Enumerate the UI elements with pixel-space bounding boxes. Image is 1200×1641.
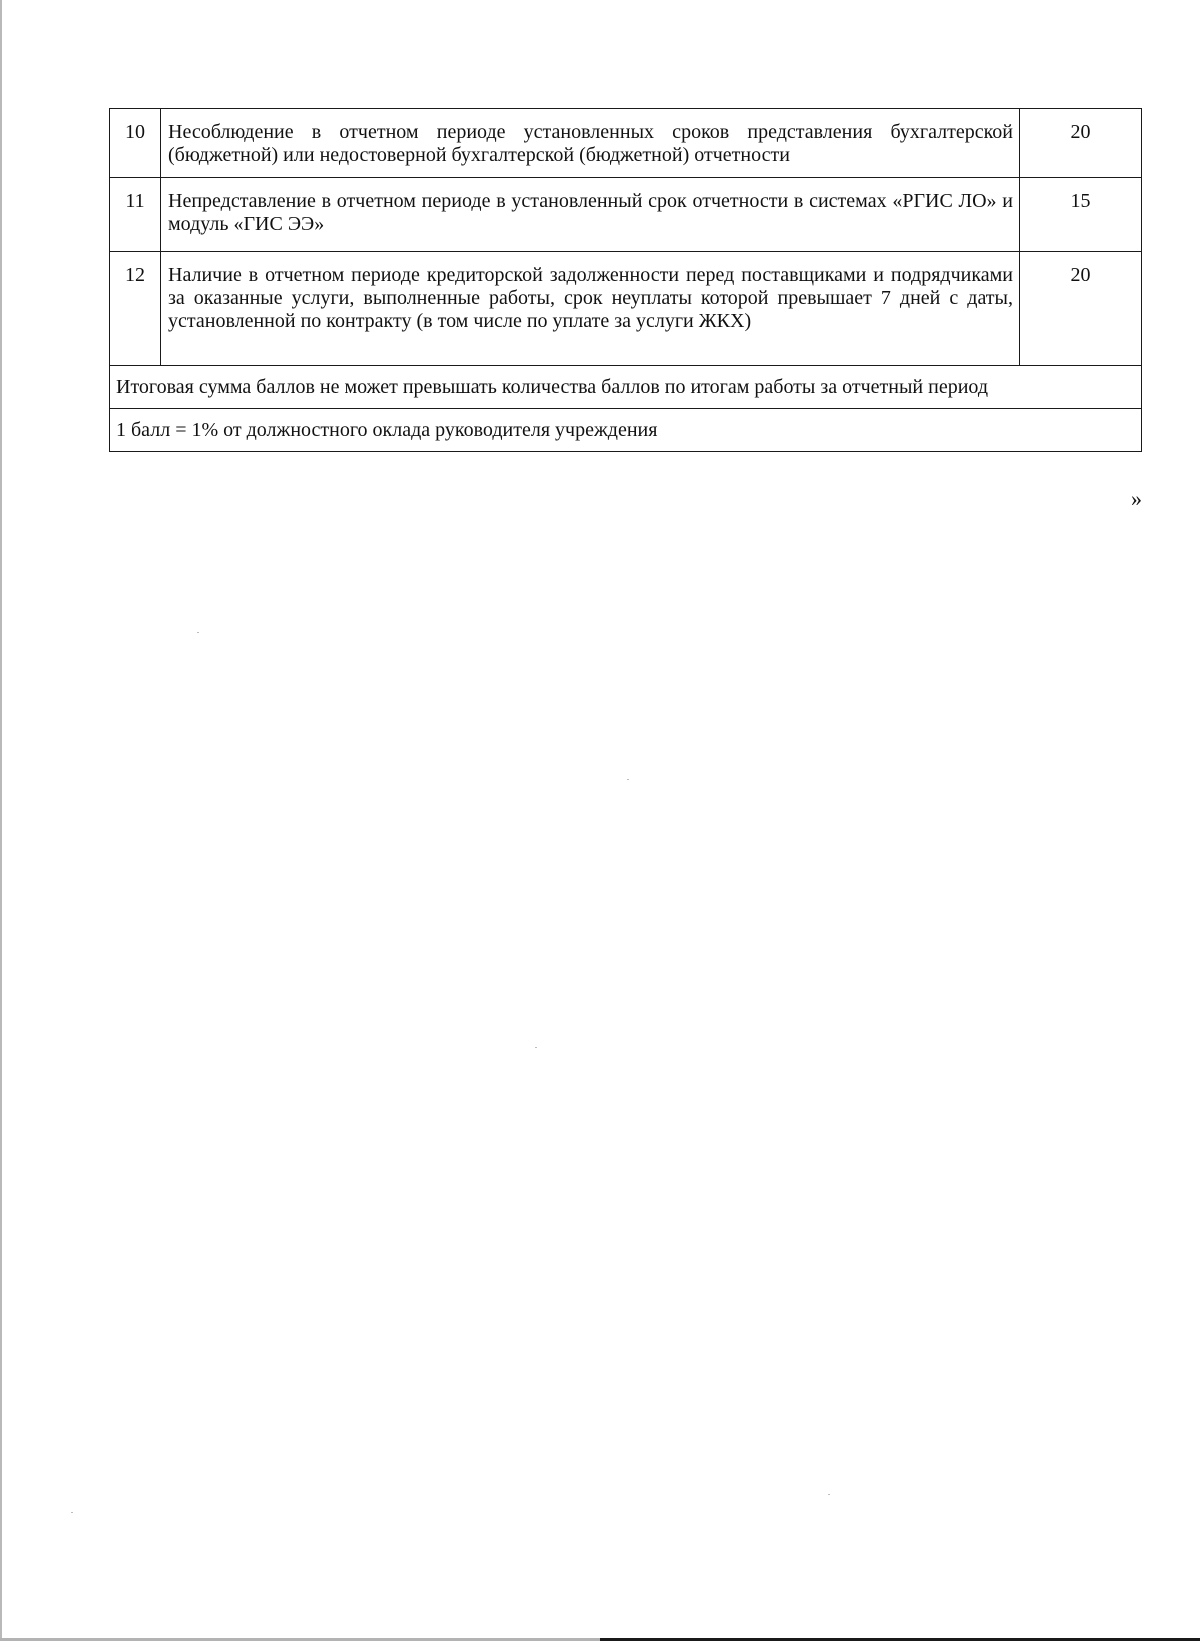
page-left-edge xyxy=(0,0,2,1641)
table-note-row xyxy=(110,409,1142,452)
row-description: Непредставление в отчетном периоде в установленный срок отчетности в системах «РГИС ЛО» и модуль «ГИС ЭЭ» xyxy=(161,178,1020,252)
table-row xyxy=(110,252,1142,366)
row-number: 11 xyxy=(110,178,161,252)
row-score: 15 xyxy=(1020,178,1142,252)
closing-quote-mark: » xyxy=(1131,486,1142,511)
criteria-table xyxy=(109,108,1142,452)
table-note-row xyxy=(110,366,1142,409)
scan-speck xyxy=(71,1512,73,1513)
point-value-note: 1 балл = 1% от должностного оклада руководителя учреждения xyxy=(110,409,1142,452)
row-description: Несоблюдение в отчетном периоде установленных сроков представления бухгалтерской (бюджетной) или недостоверной бухгалтерской (бюджетной) отчетности xyxy=(161,109,1020,178)
scan-speck xyxy=(828,1494,830,1495)
row-description: Наличие в отчетном периоде кредиторской задолженности перед поставщиками и подрядчиками за оказанные услуги, выполненные работы, срок неуплаты которой превышает 7 дней с даты, установленной по контракту (в том числе по уплате за услуги ЖКХ) xyxy=(161,252,1020,366)
scan-speck xyxy=(197,632,199,633)
scan-speck xyxy=(535,1047,537,1048)
row-number: 10 xyxy=(110,109,161,178)
row-number: 12 xyxy=(110,252,161,366)
table-row xyxy=(110,109,1142,178)
row-score: 20 xyxy=(1020,252,1142,366)
table-row xyxy=(110,178,1142,252)
scan-speck xyxy=(627,779,629,780)
total-score-note: Итоговая сумма баллов не может превышать количества баллов по итогам работы за отчетный период xyxy=(110,366,1142,409)
row-score: 20 xyxy=(1020,109,1142,178)
